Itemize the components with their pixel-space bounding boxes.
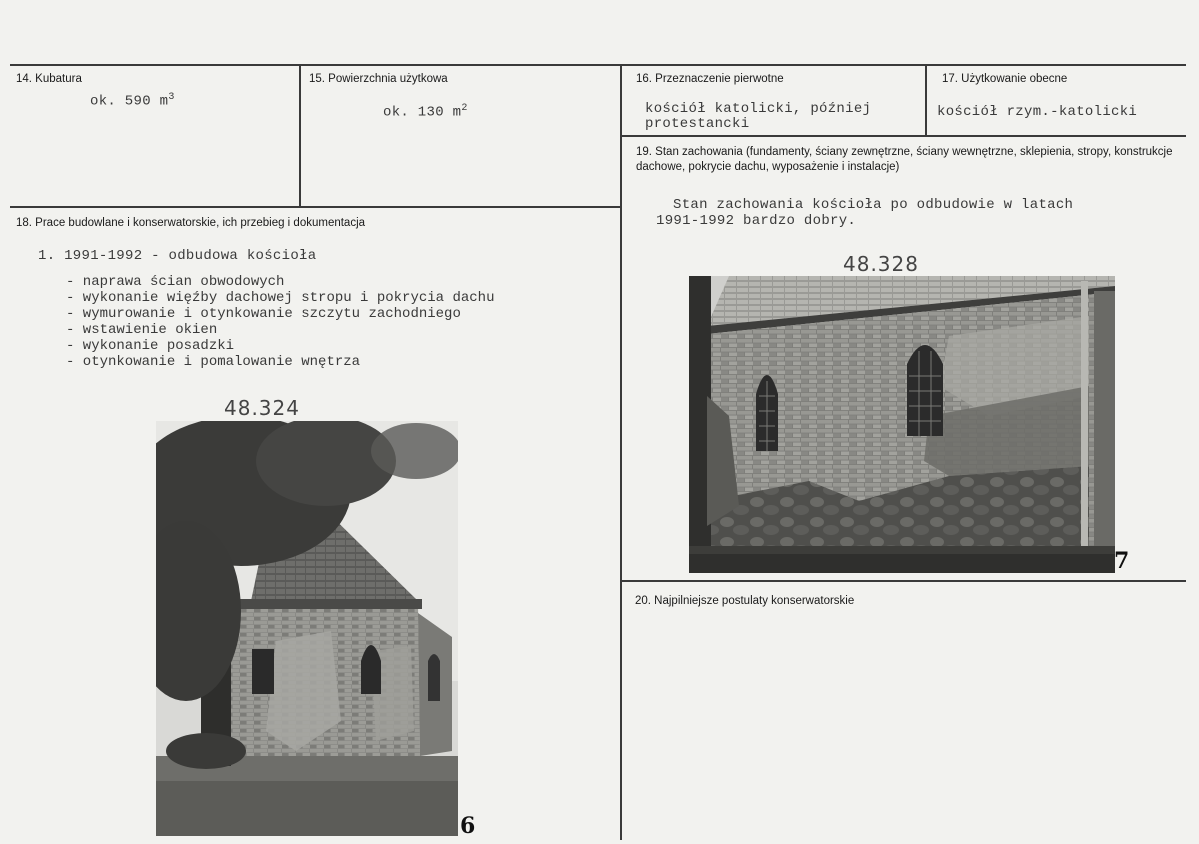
field-15-label: 15. Powierzchnia użytkowa bbox=[309, 73, 448, 85]
photo-7-church-wall bbox=[689, 276, 1115, 573]
list-item: - wymurowanie i otynkowanie szczytu zachodniego bbox=[66, 306, 461, 322]
field-14-value-text: ok. 590 m bbox=[90, 93, 169, 110]
photo-6-number: 6 bbox=[460, 813, 476, 839]
field-17-value: kościół rzym.-katolicki bbox=[937, 104, 1138, 120]
divider-14-15 bbox=[299, 64, 301, 207]
divider-16-17 bbox=[925, 64, 927, 136]
rule-under-16-17 bbox=[620, 135, 1186, 137]
list-item: - wstawienie okien bbox=[66, 322, 218, 338]
rule-under-14-15 bbox=[10, 206, 622, 208]
photo-6-church-exterior bbox=[156, 421, 458, 836]
field-19-label: 19. Stan zachowania (fundamenty, ściany zewnętrzne, ściany wewnętrzne, sklepienia, stropy, konstrukcje dachowe, pokrycie dachu, wyposażenie i instalacje) bbox=[636, 146, 1173, 173]
field-16-value-line1: kościół katolicki, później bbox=[645, 101, 872, 117]
field-19-value-line2: 1991-1992 bardzo dobry. bbox=[656, 213, 857, 229]
field-14-unit-sup: 3 bbox=[168, 92, 175, 103]
rule-above-20 bbox=[620, 580, 1186, 582]
field-15-value-text: ok. 130 m bbox=[383, 104, 462, 121]
photo-7-number: 7 bbox=[1114, 548, 1130, 574]
field-14-label: 14. Kubatura bbox=[16, 73, 82, 85]
center-divider bbox=[620, 64, 622, 840]
photo-6-ref: 48.324 bbox=[224, 396, 300, 420]
field-20-label: 20. Najpilniejsze postulaty konserwatorskie bbox=[635, 595, 855, 607]
field-18-label: 18. Prace budowlane i konserwatorskie, ich przebieg i dokumentacja bbox=[16, 217, 366, 229]
top-rule bbox=[10, 64, 1186, 66]
field-15-unit-sup: 2 bbox=[461, 103, 468, 114]
list-item: - wykonanie więźby dachowej stropu i pokrycia dachu bbox=[66, 290, 495, 306]
field-19-value-line1: Stan zachowania kościoła po odbudowie w latach bbox=[673, 197, 1074, 213]
field-16-label: 16. Przeznaczenie pierwotne bbox=[636, 73, 784, 85]
field-15-value bbox=[383, 103, 468, 121]
list-item: - wykonanie posadzki bbox=[66, 338, 235, 354]
list-item: - otynkowanie i pomalowanie wnętrza bbox=[66, 354, 361, 370]
field-17-label: 17. Użytkowanie obecne bbox=[942, 73, 1068, 85]
list-item: - naprawa ścian obwodowych bbox=[66, 274, 285, 290]
works-heading: 1. 1991-1992 - odbudowa kościoła bbox=[38, 248, 317, 264]
photo-7-ref: 48.328 bbox=[843, 252, 919, 276]
field-14-value bbox=[90, 92, 175, 110]
works-list bbox=[66, 274, 494, 370]
field-16-value-line2: protestancki bbox=[645, 116, 750, 132]
